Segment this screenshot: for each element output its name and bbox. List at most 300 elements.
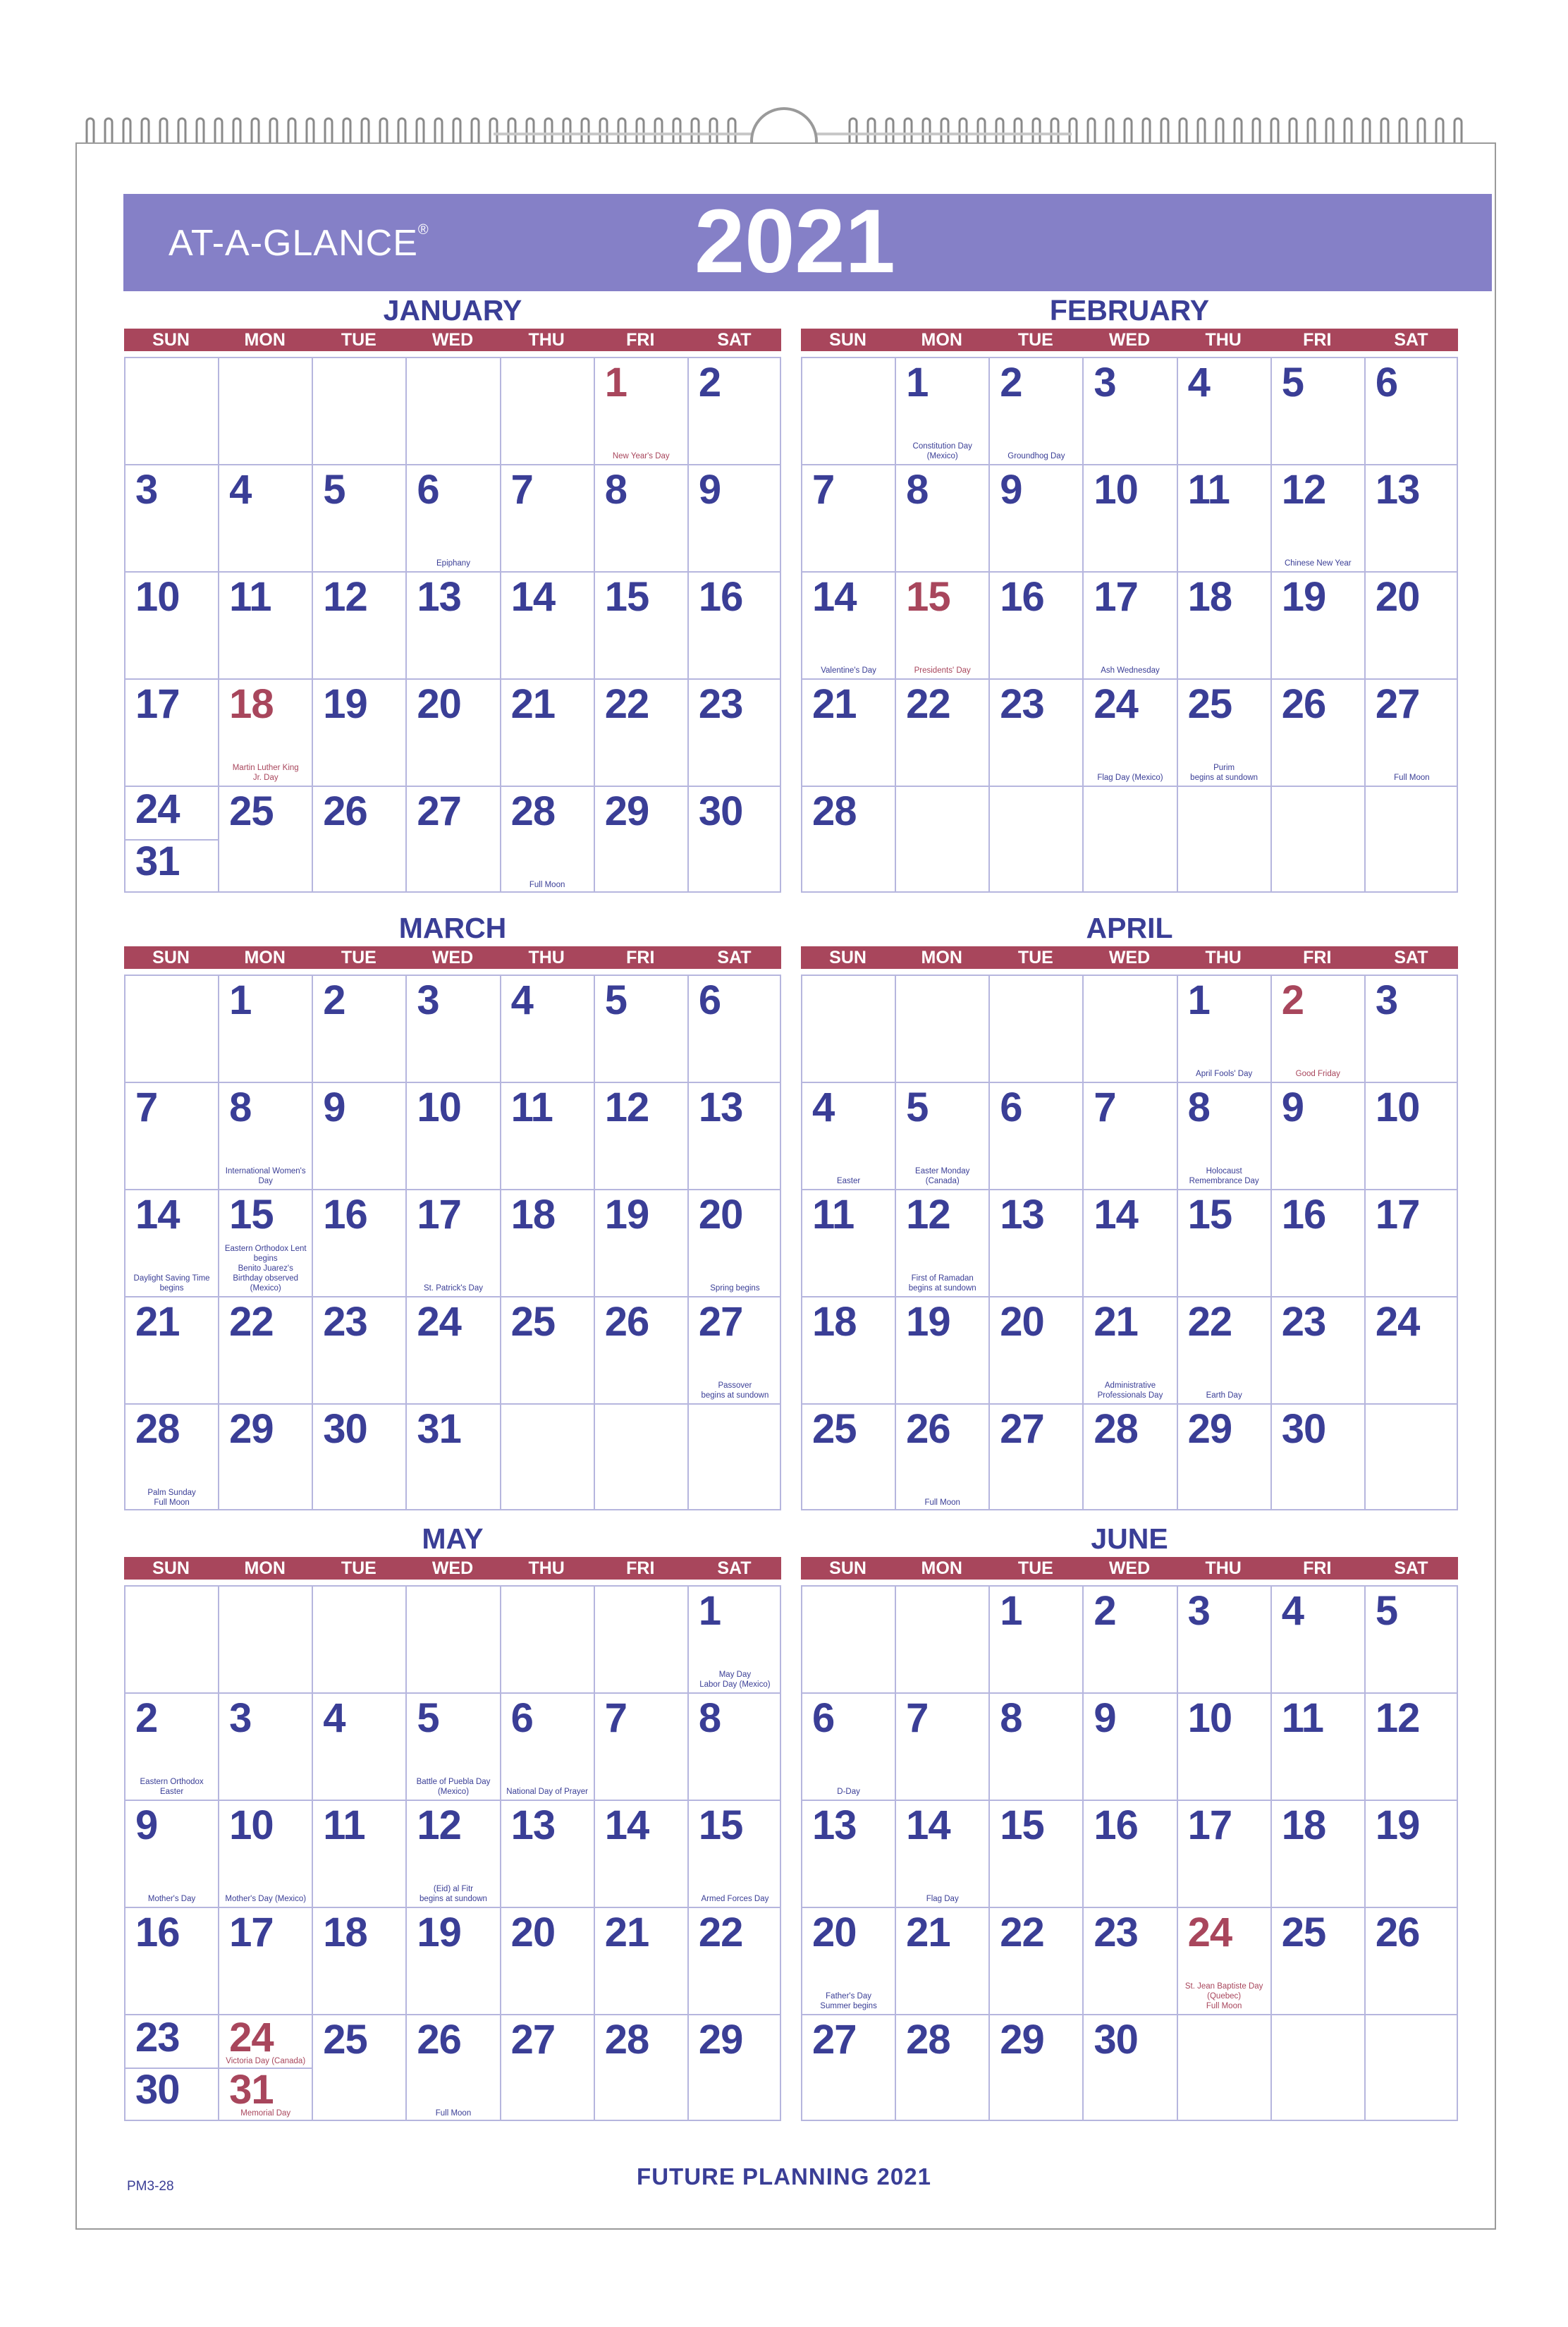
date-number: 19: [906, 1299, 950, 1345]
date-number: 10: [1094, 467, 1138, 513]
event-note: National Day of Prayer: [506, 1788, 588, 1796]
weekday-label: TUE: [341, 1558, 376, 1578]
day-cell: [1084, 1190, 1177, 1297]
date-number: 24: [417, 1299, 461, 1345]
day-cell: [595, 1190, 689, 1297]
date-number: 14: [1094, 1192, 1138, 1238]
date-number: 26: [417, 2017, 461, 2063]
weekday-label: FRI: [1303, 330, 1332, 350]
day-cell: [1272, 1801, 1366, 1908]
weekday-label: FRI: [626, 948, 655, 967]
date-number: 5: [604, 977, 627, 1023]
day-cell: [501, 358, 595, 465]
weekday-label: SUN: [829, 330, 866, 350]
day-cell: [990, 1801, 1084, 1908]
event-note: Memorial Day: [240, 2109, 291, 2118]
day-cell: [595, 1405, 689, 1510]
date-number: 25: [510, 1299, 556, 1345]
date-number: 4: [1281, 1588, 1304, 1634]
date-number: 13: [1375, 467, 1420, 513]
date-number: 25: [229, 788, 274, 834]
date-number: 5: [323, 467, 345, 513]
header-banner: [123, 191, 1492, 292]
date-number: 23: [1281, 1299, 1326, 1345]
day-cell: [595, 1587, 689, 1694]
day-cell: [1084, 787, 1177, 893]
day-cell: [1178, 358, 1272, 465]
day-cell: [896, 1694, 990, 1801]
date-number: 21: [510, 681, 556, 727]
day-cell: [1178, 2015, 1272, 2121]
date-number: 3: [1094, 360, 1116, 405]
day-cell: [595, 1908, 689, 2015]
month-title: JANUARY: [383, 294, 522, 326]
date-number: 18: [229, 681, 274, 727]
weekday-label: THU: [1205, 1558, 1242, 1578]
day-cell: [990, 573, 1084, 680]
date-number: 16: [1281, 1192, 1326, 1238]
date-number: 11: [323, 1802, 365, 1848]
date-number: 8: [906, 467, 929, 513]
day-cell: [990, 1587, 1084, 1694]
event-note: Earth Day: [1206, 1391, 1242, 1400]
date-number: 26: [604, 1299, 649, 1345]
day-cell: [595, 1801, 689, 1908]
date-number: 28: [1094, 1406, 1138, 1452]
day-cell: [990, 1190, 1084, 1297]
event-note: Martin Luther King Jr. Day: [232, 764, 299, 782]
event-note: D-Day: [837, 1788, 860, 1796]
weekday-label: THU: [1205, 948, 1242, 967]
day-cell: [501, 465, 595, 573]
day-cell: [802, 358, 896, 465]
day-cell: [407, 1405, 501, 1510]
event-note: Victoria Day (Canada): [226, 2057, 306, 2065]
date-number: 30: [1094, 2017, 1138, 2063]
day-cell: [1366, 1908, 1458, 2015]
day-cell: [802, 1297, 896, 1405]
day-cell: [313, 1190, 407, 1297]
date-number: 24: [135, 786, 180, 832]
day-cell: [1178, 1801, 1272, 1908]
date-number: 1: [604, 360, 627, 405]
day-cell: [501, 1083, 595, 1190]
date-number: 25: [812, 1406, 857, 1452]
event-note: Daylight Saving Time begins: [133, 1274, 210, 1293]
date-number: 24: [1375, 1299, 1420, 1345]
date-number: 3: [1187, 1588, 1210, 1634]
day-cell: [689, 1083, 781, 1190]
date-number: 2: [1281, 977, 1304, 1023]
day-cell: [1366, 358, 1458, 465]
day-cell: [219, 2015, 313, 2121]
date-number: 12: [417, 1802, 461, 1848]
day-cell: [407, 1801, 501, 1908]
weekday-label: FRI: [1303, 948, 1332, 967]
date-number: 10: [1375, 1085, 1420, 1130]
day-cell: [313, 1083, 407, 1190]
day-cell: [896, 1908, 990, 2015]
date-number: 20: [1000, 1299, 1044, 1345]
date-number: 15: [229, 1192, 274, 1238]
weekday-label: SAT: [717, 1558, 752, 1578]
date-number: 11: [1187, 467, 1230, 513]
day-cell: [1366, 1694, 1458, 1801]
date-number: 8: [229, 1085, 252, 1130]
product-code: PM3-28: [127, 2179, 174, 2194]
event-note: First of Ramadan begins at sundown: [908, 1274, 976, 1293]
date-number: 18: [1187, 574, 1232, 620]
date-number: 10: [229, 1802, 274, 1848]
date-number: 9: [323, 1085, 345, 1130]
day-cell: [407, 976, 501, 1083]
day-cell: [219, 573, 313, 680]
date-number: 4: [323, 1695, 345, 1741]
day-cell: [219, 1587, 313, 1694]
date-number: 2: [1000, 360, 1022, 405]
day-cell: [1084, 465, 1177, 573]
weekday-label: WED: [1108, 948, 1151, 967]
day-cell: [1272, 1405, 1366, 1510]
day-cell: [802, 1083, 896, 1190]
date-number: 23: [1000, 681, 1044, 727]
event-note: Presidents' Day: [914, 666, 971, 675]
date-number: 22: [1187, 1299, 1232, 1345]
date-number: 12: [604, 1085, 649, 1130]
day-cell: [1178, 787, 1272, 893]
day-cell: [1178, 1587, 1272, 1694]
day-cell: [1178, 573, 1272, 680]
event-note: Easter: [836, 1177, 861, 1185]
date-number: 24: [1187, 1910, 1232, 1955]
day-cell: [689, 976, 781, 1083]
event-note: Palm Sunday Full Moon: [147, 1489, 196, 1507]
weekday-label: SUN: [152, 1558, 190, 1578]
date-number: 27: [1375, 681, 1420, 727]
date-number: 27: [1000, 1406, 1044, 1452]
event-note: Chinese New Year: [1284, 559, 1352, 568]
day-cell: [219, 1297, 313, 1405]
date-number: 17: [1094, 574, 1138, 620]
day-cell: [313, 1694, 407, 1801]
day-cell: [689, 465, 781, 573]
date-number: 14: [604, 1802, 649, 1848]
date-number: 12: [1375, 1695, 1420, 1741]
day-cell: [802, 1190, 896, 1297]
date-number: 21: [604, 1910, 649, 1955]
weekday-label: WED: [431, 1558, 474, 1578]
date-number: 18: [1281, 1802, 1326, 1848]
day-cell: [501, 1801, 595, 1908]
day-cell: [1272, 787, 1366, 893]
weekday-label: MON: [244, 1558, 286, 1578]
event-note: Passover begins at sundown: [701, 1381, 769, 1400]
date-number: 10: [1187, 1695, 1232, 1741]
day-cell: [896, 465, 990, 573]
day-cell: [219, 787, 313, 893]
event-note: Full Moon: [924, 1498, 960, 1507]
date-number: 13: [510, 1802, 556, 1848]
month-grid: [801, 1585, 1458, 2121]
weekday-label: MON: [921, 1558, 962, 1578]
day-cell: [407, 2015, 501, 2121]
event-note: Epiphany: [436, 559, 470, 568]
date-number: 20: [1375, 574, 1420, 620]
date-number: 22: [229, 1299, 274, 1345]
date-number: 6: [510, 1695, 533, 1741]
date-number: 29: [229, 1406, 274, 1452]
date-number: 25: [323, 2017, 367, 2063]
day-cell: [1178, 1297, 1272, 1405]
day-cell: [125, 976, 219, 1083]
date-number: 3: [1375, 977, 1398, 1023]
day-cell: [896, 1297, 990, 1405]
day-cell: [802, 465, 896, 573]
day-cell: [689, 1405, 781, 1510]
date-number: 22: [698, 1910, 743, 1955]
weekday-label: FRI: [626, 330, 655, 350]
weekday-label: MON: [244, 948, 286, 967]
date-number: 26: [1375, 1910, 1420, 1955]
date-number: 25: [1187, 681, 1232, 727]
day-cell: [1366, 465, 1458, 573]
day-cell: [689, 1297, 781, 1405]
day-cell: [896, 2015, 990, 2121]
month-title: MAY: [422, 1522, 484, 1555]
day-cell: [313, 680, 407, 787]
day-cell: [595, 358, 689, 465]
date-number: 18: [323, 1910, 367, 1955]
day-cell: [896, 1190, 990, 1297]
date-number: 20: [417, 681, 461, 727]
day-cell: [1272, 976, 1366, 1083]
date-number: 30: [1281, 1406, 1326, 1452]
day-cell: [407, 1083, 501, 1190]
weekday-label: TUE: [1017, 1558, 1053, 1578]
date-number: 17: [417, 1192, 461, 1238]
date-number: 17: [1375, 1192, 1420, 1238]
date-number: 15: [698, 1802, 743, 1848]
date-number: 21: [135, 1299, 180, 1345]
day-cell: [689, 1190, 781, 1297]
day-cell: [1366, 573, 1458, 680]
date-number: 5: [1281, 360, 1304, 405]
day-cell: [501, 1587, 595, 1694]
date-number: 16: [1094, 1802, 1138, 1848]
day-cell: [501, 976, 595, 1083]
day-cell: [125, 358, 219, 465]
date-number: 14: [135, 1192, 180, 1238]
day-cell: [407, 465, 501, 573]
weekday-label: SUN: [152, 948, 190, 967]
date-number: 5: [906, 1085, 929, 1130]
day-cell: [1366, 1587, 1458, 1694]
date-number: 19: [604, 1192, 649, 1238]
date-number: 9: [1094, 1695, 1116, 1741]
date-number: 29: [1187, 1406, 1232, 1452]
weekday-label: TUE: [341, 330, 376, 350]
day-cell: [501, 2015, 595, 2121]
date-number: 2: [698, 360, 721, 405]
date-number: 1: [1000, 1588, 1022, 1634]
month-title: MARCH: [398, 912, 507, 944]
date-number: 18: [812, 1299, 857, 1345]
day-cell: [802, 1587, 896, 1694]
day-cell: [407, 787, 501, 893]
day-cell: [125, 1297, 219, 1405]
date-number: 19: [323, 681, 367, 727]
date-number: 17: [229, 1910, 274, 1955]
event-note: Full Moon: [435, 2109, 472, 2118]
day-cell: [313, 465, 407, 573]
day-cell: [219, 1405, 313, 1510]
day-cell: [896, 976, 990, 1083]
day-cell: [595, 680, 689, 787]
event-note: St. Jean Baptiste Day (Quebec) Full Moon: [1184, 1982, 1263, 2010]
day-cell: [219, 1083, 313, 1190]
day-cell: [501, 573, 595, 680]
day-cell: [313, 787, 407, 893]
date-number: 8: [698, 1695, 721, 1741]
day-cell: [1366, 1801, 1458, 1908]
date-number: 9: [135, 1802, 158, 1848]
date-number: 7: [135, 1085, 158, 1130]
day-cell: [1084, 680, 1177, 787]
date-number: 3: [135, 467, 158, 513]
weekday-header: [124, 329, 781, 351]
weekday-label: WED: [431, 330, 474, 350]
weekday-label: SAT: [717, 948, 752, 967]
day-cell: [595, 465, 689, 573]
event-note: Valentine's Day: [821, 666, 876, 675]
day-cell: [407, 358, 501, 465]
date-number: 12: [906, 1192, 950, 1238]
day-cell: [125, 573, 219, 680]
day-cell: [990, 465, 1084, 573]
day-cell: [990, 1908, 1084, 2015]
date-number: 29: [698, 2017, 743, 2063]
date-number: 7: [510, 467, 533, 513]
date-number: 21: [906, 1910, 950, 1955]
day-cell: [313, 1297, 407, 1405]
weekday-label: FRI: [1303, 1558, 1332, 1578]
date-number: 26: [1281, 681, 1326, 727]
date-number: 2: [1094, 1588, 1116, 1634]
day-cell: [1084, 1405, 1177, 1510]
day-cell: [1084, 2015, 1177, 2121]
day-cell: [501, 1405, 595, 1510]
day-cell: [219, 1190, 313, 1297]
date-number: 23: [323, 1299, 367, 1345]
date-number: 4: [1187, 360, 1210, 405]
day-cell: [501, 1908, 595, 2015]
day-cell: [1084, 1694, 1177, 1801]
date-number: 13: [417, 574, 461, 620]
day-cell: [219, 1908, 313, 2015]
weekday-header: [801, 946, 1458, 969]
event-note: St. Patrick's Day: [423, 1284, 483, 1293]
event-note: Purim begins at sundown: [1190, 764, 1258, 782]
event-note: Easter Monday (Canada): [915, 1167, 970, 1185]
month-grid: [124, 975, 781, 1510]
year-title: 2021: [694, 191, 895, 292]
weekday-label: THU: [528, 948, 565, 967]
day-cell: [1272, 1083, 1366, 1190]
day-cell: [1084, 573, 1177, 680]
weekday-label: THU: [1205, 330, 1242, 350]
event-note: Good Friday: [1295, 1070, 1340, 1078]
date-number: 24: [229, 2015, 274, 2060]
date-number: 31: [229, 2067, 274, 2113]
day-cell: [313, 1405, 407, 1510]
day-cell: [313, 1801, 407, 1908]
day-cell: [407, 680, 501, 787]
date-number: 9: [1000, 467, 1022, 513]
date-number: 23: [698, 681, 743, 727]
day-cell: [1272, 573, 1366, 680]
day-cell: [595, 2015, 689, 2121]
date-number: 18: [510, 1192, 556, 1238]
day-cell: [802, 2015, 896, 2121]
event-note: Flag Day: [926, 1895, 959, 1903]
footer-title: FUTURE PLANNING 2021: [637, 2163, 931, 2189]
day-cell: [896, 1083, 990, 1190]
day-cell: [1178, 680, 1272, 787]
date-number: 28: [135, 1406, 180, 1452]
brand-logo: AT-A-GLANCE®: [169, 222, 429, 264]
day-cell: [1084, 1801, 1177, 1908]
date-number: 30: [135, 2067, 180, 2113]
date-number: 19: [1375, 1802, 1420, 1848]
event-note: Eastern Orthodox Lent begins Benito Juarez's Birthday observed (Mexico): [224, 1245, 307, 1293]
day-cell: [1272, 1908, 1366, 2015]
day-cell: [595, 1694, 689, 1801]
day-cell: [219, 358, 313, 465]
date-number: 2: [323, 977, 345, 1023]
day-cell: [125, 465, 219, 573]
weekday-label: WED: [431, 948, 474, 967]
date-number: 17: [135, 681, 180, 727]
weekday-label: SAT: [1394, 330, 1428, 350]
day-cell: [990, 2015, 1084, 2121]
day-cell: [313, 976, 407, 1083]
day-cell: [1366, 1083, 1458, 1190]
day-cell: [1366, 1190, 1458, 1297]
weekday-label: SUN: [829, 948, 866, 967]
day-cell: [990, 976, 1084, 1083]
date-number: 15: [1187, 1192, 1232, 1238]
day-cell: [1084, 1297, 1177, 1405]
day-cell: [407, 1587, 501, 1694]
day-cell: [896, 787, 990, 893]
day-cell: [990, 1083, 1084, 1190]
day-cell: [802, 1908, 896, 2015]
day-cell: [313, 1587, 407, 1694]
day-cell: [125, 1083, 219, 1190]
event-note: Ash Wednesday: [1101, 666, 1160, 675]
date-number: 6: [698, 977, 721, 1023]
weekday-label: THU: [528, 1558, 565, 1578]
weekday-label: TUE: [1017, 330, 1053, 350]
date-number: 27: [510, 2017, 556, 2063]
day-cell: [990, 1694, 1084, 1801]
event-note: April Fools' Day: [1196, 1070, 1253, 1078]
day-cell: [896, 1405, 990, 1510]
event-note: International Women's Day: [225, 1167, 306, 1185]
date-number: 15: [604, 574, 649, 620]
day-cell: [1178, 465, 1272, 573]
month-grid: [124, 357, 781, 893]
